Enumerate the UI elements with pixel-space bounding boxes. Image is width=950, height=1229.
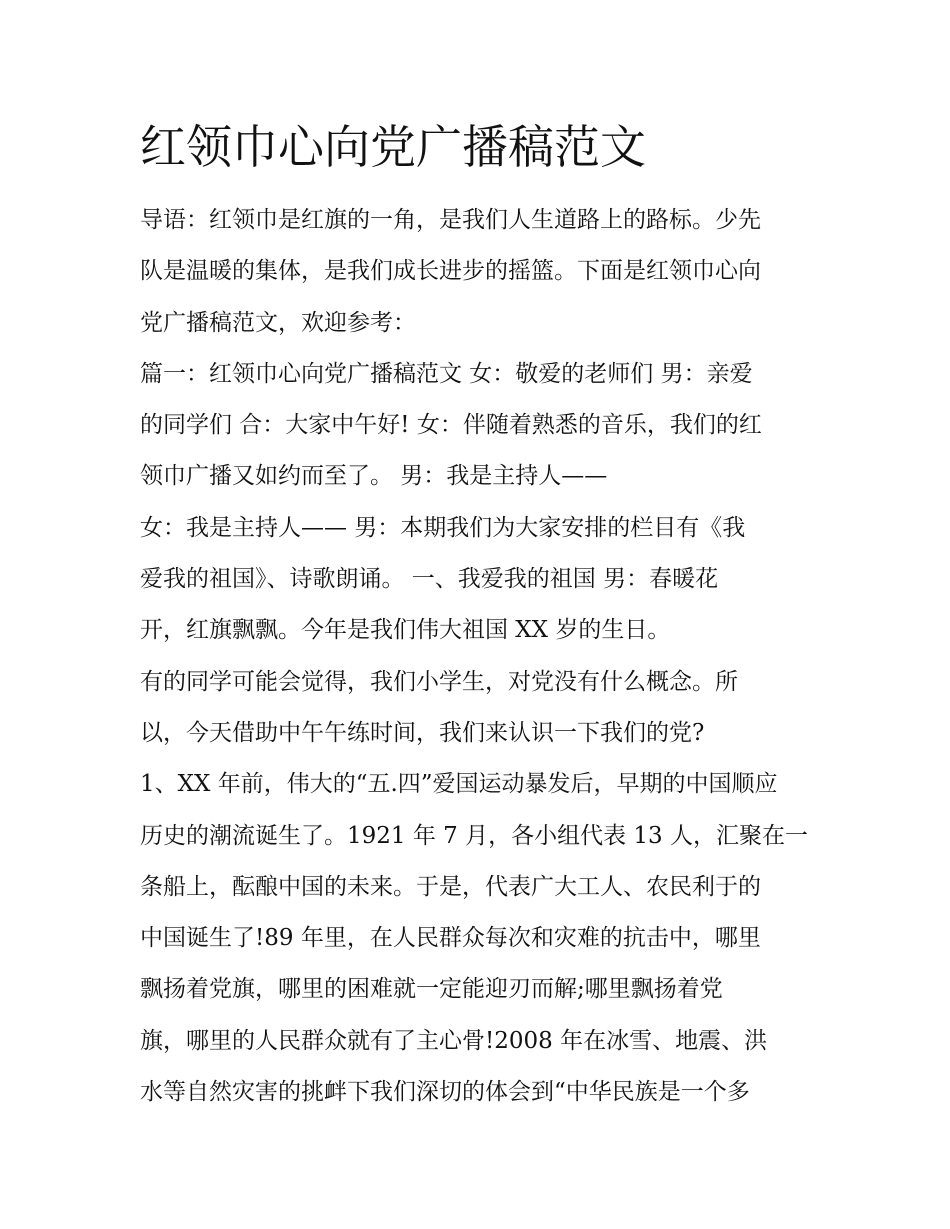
- document-title: 红领巾心向党广播稿范文: [140, 120, 646, 174]
- body-line: 飘扬着党旗，哪里的困难就一定能迎刃而解;哪里飘扬着党: [140, 976, 723, 1003]
- body-line: 中国诞生了!89 年里，在人民群众每次和灾难的抗击中，哪里: [140, 925, 761, 952]
- body-line: 党广播稿范文，欢迎参考：: [140, 309, 416, 336]
- body-line: 水等自然灾害的挑衅下我们深切的体会到“中华民族是一个多: [140, 1079, 750, 1106]
- body-line: 开，红旗飘飘。今年是我们伟大祖国 XX 岁的生日。: [140, 617, 671, 644]
- body-line: 导语：红领巾是红旗的一角，是我们人生道路上的路标。少先: [140, 207, 761, 233]
- body-line: 领巾广播又如约而至了。 男：我是主持人——: [140, 463, 608, 490]
- body-line: 条船上，酝酿中国的未来。于是，代表广大工人、农民利于的: [140, 873, 761, 900]
- body-line: 有的同学可能会觉得，我们小学生，对党没有什么概念。所: [140, 668, 738, 695]
- document-body: [140, 195, 830, 1118]
- body-line: 历史的潮流诞生了。1921 年 7 月，各小组代表 13 人，汇聚在一: [140, 822, 808, 849]
- body-line: 旗，哪里的人民群众就有了主心骨!2008 年在冰雪、地震、洪: [140, 1027, 768, 1054]
- body-line: 队是温暖的集体，是我们成长进步的摇篮。下面是红领巾心向: [140, 258, 761, 285]
- body-line: 以，今天借助中午午练时间，我们来认识一下我们的党?: [140, 719, 705, 746]
- body-line: 的同学们 合：大家中午好! 女：伴随着熟悉的音乐，我们的红: [140, 412, 762, 439]
- body-line: 1、XX 年前，伟大的“五.四”爱国运动暴发后，早期的中国顺应: [140, 771, 778, 798]
- body-line: 篇一：红领巾心向党广播稿范文 女：敬爱的老师们 男：亲爱: [140, 360, 753, 387]
- body-line: 爱我的祖国》、诗歌朗诵。 一、我爱我的祖国 男：春暖花: [140, 566, 719, 593]
- body-line: 女：我是主持人—— 男：本期我们为大家安排的栏目有《我: [140, 514, 746, 541]
